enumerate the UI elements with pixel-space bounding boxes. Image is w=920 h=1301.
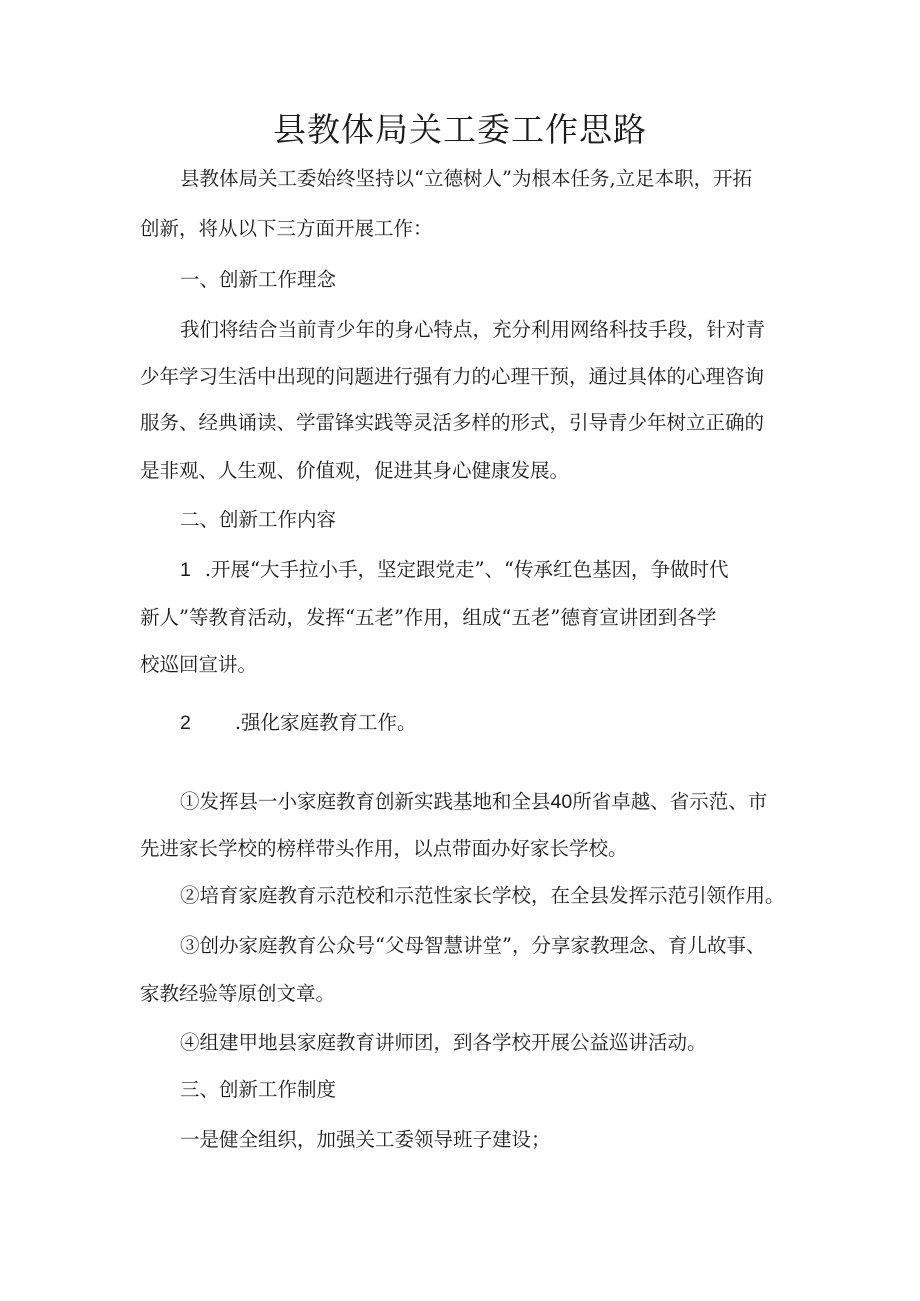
section-1-paragraph-line-1: 我们将结合当前青少年的身心特点，充分利用网络科技手段，针对青 — [180, 318, 766, 341]
section-1-paragraph-line-2: 少年学习生活中出现的问题进行强有力的心理干预，通过具体的心理咨询 — [140, 365, 765, 388]
sub-item-4: ④组建甲地县家庭教育讲师团，到各学校开展公益巡讲活动。 — [180, 1031, 707, 1054]
sub-item-3-line-2: 家教经验等原创文章。 — [140, 982, 336, 1005]
section-3-first-point: 一是健全组织，加强关工委领导班子建设； — [180, 1128, 551, 1151]
section-1-heading: 一、创新工作理念 — [180, 268, 337, 291]
item-1-line-1 — [180, 553, 728, 587]
item-2-text: .强化家庭教育工作。 — [234, 711, 417, 734]
sub-item-1-suffix: 所省卓越、省示范、市 — [572, 790, 768, 813]
item-1-text: .开展“大手拉小手，坚定跟党走”、“传承红色基因，争做时代 — [204, 558, 729, 581]
section-1-paragraph-line-4: 是非观、人生观、价值观，促进其身心健康发展。 — [140, 459, 570, 482]
intro-line-1: 县教体局关工委始终坚持以“立德树人”为根本任务,立足本职，开拓 — [180, 167, 753, 190]
section-2-heading: 二、创新工作内容 — [180, 508, 337, 531]
sub-item-2: ②培育家庭教育示范校和示范性家长学校，在全县发挥示范引领作用。 — [180, 884, 785, 907]
sub-item-1-line-1 — [180, 785, 767, 819]
intro-line-2: 创新，将从以下三方面开展工作： — [140, 217, 433, 240]
sub-item-1-line-2: 先进家长学校的榜样带头作用，以点带面办好家长学校。 — [140, 837, 628, 860]
section-1-paragraph-line-3: 服务、经典诵读、学雷锋实践等灵活多样的形式，引导青少年树立正确的 — [140, 411, 765, 434]
item-2-number: 2 — [180, 712, 191, 734]
section-3-heading: 三、创新工作制度 — [180, 1078, 337, 1101]
item-2-line — [180, 706, 417, 740]
page-title: 县教体局关工委工作思路 — [273, 110, 647, 149]
sub-item-1-count: 40 — [550, 791, 573, 813]
sub-item-1-prefix: ①发挥县一小家庭教育创新实践基地和全县 — [180, 790, 551, 813]
item-1-line-2: 新人”等教育活动，发挥“五老”作用，组成“五老”德育宣讲团到各学 — [140, 606, 717, 629]
sub-item-3-line-1: ③创办家庭教育公众号“父母智慧讲堂”，分享家教理念、育儿故事、 — [180, 934, 766, 957]
item-1-number: 1 — [180, 559, 191, 581]
item-1-line-3: 校巡回宣讲。 — [140, 653, 258, 676]
